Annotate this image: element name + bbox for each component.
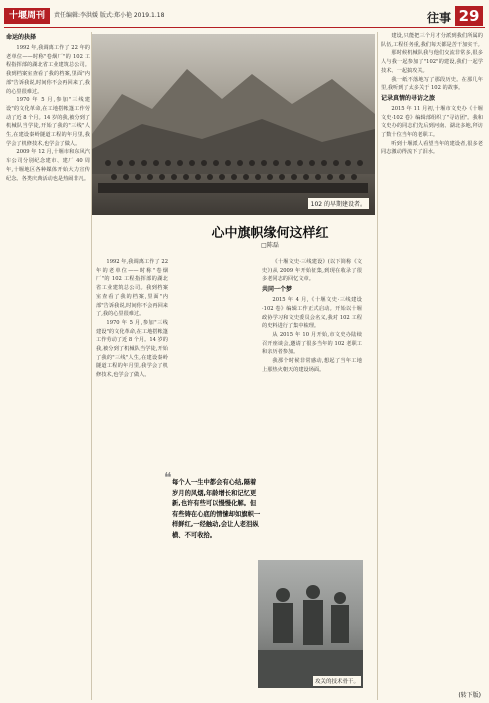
paragraph: 1992 年,我调离工作了 22 年的老单位——时称"卷烟厂"的 102 工程指挥部的湖北省工业建筑总公司。我到档案室查看了我的档案,里面"内部"告诉我说,时间你不会再回来了,我的心里很难过。 bbox=[6, 45, 90, 95]
page-number: 29 bbox=[455, 6, 483, 26]
crowd-illustration bbox=[98, 153, 368, 193]
quote-mark-icon: ❝ bbox=[164, 470, 172, 486]
paragraph: 听到十堰派人看望当年的建设者,很多老同志激动得流下了泪水。 bbox=[381, 140, 483, 156]
article-title: 心中旗帜缘何这样红 bbox=[211, 226, 329, 241]
continued-note: (转下版) bbox=[458, 692, 481, 699]
paragraph: 那时候机械队我与他们交流非常多,很多人与我一起参加了"102"的建设,我们一起学技术、一起搞攻关。 bbox=[381, 50, 483, 74]
column-4-heading: 记录真情的寻访之旅 bbox=[381, 94, 436, 102]
pull-quote: 每个人一生中都会有心结,隔着岁月的风烟,年龄增长和记忆更新,也许有些可以慢慢化解。但有些铸在心底的情愫却如旗帜一样鲜红,一经触动,会让人老泪纵横、不可收拾。 bbox=[172, 479, 261, 539]
paragraph: 我一纸不落地写了那段历史。在那几年里,我听到了太多关于 102 的故事。 bbox=[381, 76, 483, 92]
technicians-photo bbox=[258, 560, 363, 688]
column-4 bbox=[381, 32, 483, 692]
photo-caption: 102 的早期建设者。 bbox=[308, 198, 369, 209]
masthead-brand: 十堰周刊 bbox=[4, 8, 50, 24]
paragraph: 2015 年 4 月,《十堰文史·三线建设·102 卷》编辑工作正式启动。开始以十堰政协学习和文史委员会名义,我对 102 工程的史料进行了集中梳理。 bbox=[262, 297, 362, 330]
page-header bbox=[0, 0, 489, 28]
paragraph: 《十堰文史·三线建设》(以下简称《文史》)从 2009 年开始征集,到现在收录了很多老同志的回忆文章。 bbox=[262, 259, 362, 283]
historic-group-photo bbox=[92, 34, 375, 215]
paragraph: 2009 年 12 月,十堰市和东风汽车公司分别纪念建市、建厂 40 周年,十堰地区各种媒体开始大力宣传纪念。各类庆典活动也是热闹非凡。 bbox=[6, 149, 90, 182]
column-2 bbox=[96, 258, 168, 698]
paragraph: 我那个时候非常感动,想起了当年工地上那热火朝天的建设场面。 bbox=[262, 358, 362, 373]
paragraph: 1970 年 5 月,参加"三线建设"的文化革命,在工地搭帐篷工作劳动了近 8 个月。14 岁的我,被分到了机械队当学徒,开始了我的"三线"人生,在建设秦岭隧道工程的年月里,我学会了机修技术,也学会了做人。 bbox=[6, 97, 90, 147]
column-3 bbox=[262, 258, 362, 558]
column-divider bbox=[377, 32, 378, 700]
paragraph: 2015 年 11 月初,十堰市文史办《十堰文史·102 卷》编辑部组织了"寻访团"。我和文史办的同志们先后到河南、湖北多地,拜访了数十位当年的老职工。 bbox=[381, 105, 483, 139]
header-rule bbox=[4, 27, 485, 28]
column-1-heading: 命运的抉择 bbox=[6, 34, 37, 41]
photo-caption: 攻关的技术骨干。 bbox=[313, 676, 361, 686]
editor-meta: 责任编辑:李洪媛 版式:郑小艳 2019.1.18 bbox=[54, 12, 165, 19]
paragraph: 1970 年 5 月,参加"三线建设"的文化革命,在工地搭帐篷工作劳动了近 8 个月。14 岁的我,被分到了机械队当学徒,开始了我的"三线"人生,在建设秦岭隧道工程的年月里,我学会了机修技术,也学会了做人。 bbox=[96, 319, 168, 379]
paragraph: 建设,只能把三个月才分派到我们所属的队伍,工程任务重,我们每天都是苦干加实干。 bbox=[381, 33, 483, 48]
section-title: 往事 bbox=[426, 11, 451, 25]
column-1 bbox=[6, 32, 90, 700]
paragraph: 1992 年,我调离工作了 22 年的老单位——时称"卷烟厂"的 102 工程指挥部的湖北省工业建筑总公司。我到档案室查看了我的档案,里面"内部"告诉我说,时间你不会再回来了,我的心里很难过。 bbox=[96, 259, 168, 318]
technicians-illustration bbox=[258, 560, 363, 688]
article-author: □陈磊 bbox=[261, 242, 279, 249]
column-3-heading: 共同一个梦 bbox=[262, 286, 293, 294]
paragraph: 从 2015 年 10 月开始,市文史办陆续召开座谈会,邀请了很多当年的 102 老职工和亲历者参加。 bbox=[262, 331, 362, 356]
